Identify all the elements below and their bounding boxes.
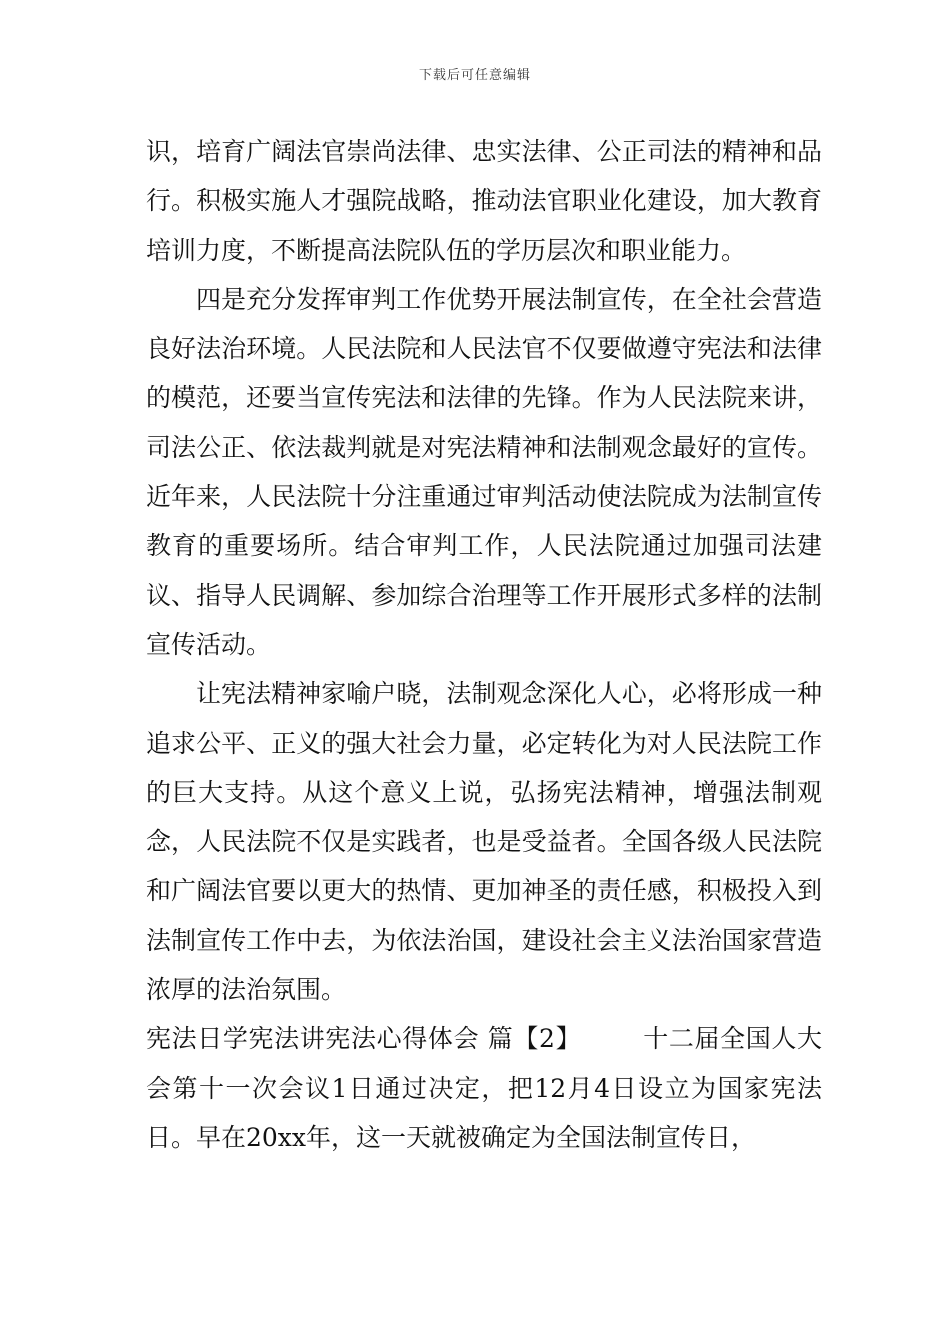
document-body	[146, 127, 822, 1162]
section-text: 十二届全国人大会第十一次会议1日通过决定，把12月4日设立为国家宪法日。早在20xx年，这一天就被确定为全国法制宣传日，	[146, 1024, 822, 1152]
paragraph-legal-publicity: 四是充分发挥审判工作优势开展法制宣传，在全社会营造良好法治环境。人民法院和人民法官不仅要做遵守宪法和法律的模范，还要当宣传宪法和法律的先锋。作为人民法院来讲，司法公正、依法裁判就是对宪法精神和法制观念最好的宣传。近年来，人民法院十分注重通过审判活动使法院成为法制宣传教育的重要场所。结合审判工作，人民法院通过加强司法建议、指导人民调解、参加综合治理等工作开展形式多样的法制宣传活动。	[146, 284, 822, 659]
paragraph-continued: 识，培育广阔法官崇尚法律、忠实法律、公正司法的精神和品行。积极实施人才强院战略，推动法官职业化建设，加大教育培训力度，不断提高法院队伍的学历层次和职业能力。	[146, 137, 822, 265]
page-header-note: 下载后可任意编辑	[418, 68, 531, 83]
section-2	[146, 1014, 822, 1162]
paragraph-constitution-spirit: 让宪法精神家喻户晓，法制观念深化人心，必将形成一种追求公平、正义的强大社会力量，必定转化为对人民法院工作的巨大支持。从这个意义上说，弘扬宪法精神，增强法制观念，人民法院不仅是实践者，也是受益者。全国各级人民法院和广阔法官要以更大的热情、更加神圣的责任感，积极投入到法制宣传工作中去，为依法治国，建设社会主义法治国家营造浓厚的法治氛围。	[146, 679, 822, 1005]
section-title: 宪法日学宪法讲宪法心得体会 篇【2】	[146, 1024, 582, 1054]
